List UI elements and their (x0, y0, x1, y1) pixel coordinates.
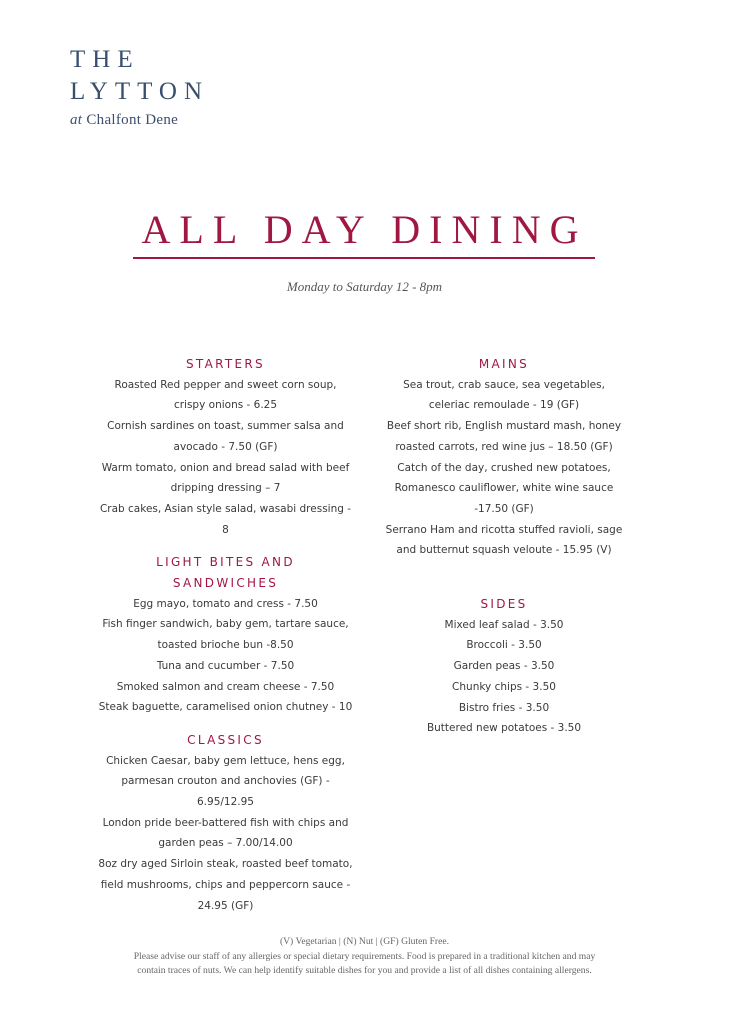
menu-item: Serrano Ham and ricotta stuffed ravioli, sage and butternut squash veloute - 15.95 (V) (385, 523, 623, 557)
page-title: ALL DAY DINING (141, 207, 588, 252)
menu-item: Warm tomato, onion and bread salad with beef dripping dressing – 7 (101, 461, 350, 495)
logo-place: Chalfont Dene (86, 112, 179, 128)
menu-item: Catch of the day, crushed new potatoes, Romanesco cauliflower, white wine sauce -17.50 (GF) (394, 461, 614, 515)
menu-item: Buttered new potatoes - 3.50 (426, 722, 582, 735)
menu-item: Fish finger sandwich, baby gem, tartare sauce, toasted brioche bun -8.50 (102, 618, 349, 652)
light-bites-heading-2: SANDWICHES (172, 576, 279, 591)
menu-item: Mixed leaf salad - 3.50 (444, 618, 564, 631)
logo-at: at (70, 112, 83, 128)
logo-line-lytton: LYTTON (70, 78, 210, 105)
light-bites-heading: LIGHT BITES AND (156, 555, 295, 570)
menu-item: Steak baguette, caramelised onion chutney - 10 (98, 701, 353, 714)
menu-item: 8oz dry aged Sirloin steak, roasted beef tomato, field mushrooms, chips and peppercorn sauce - 24.95 (GF) (98, 858, 353, 912)
allergy-note-2: contain traces of nuts. We can help identify suitable dishes for you and provide a list of all dishes containing allergens. (137, 965, 592, 976)
allergy-note-1: Please advise our staff of any allergies or special dietary requirements. Food is prepared in a traditional kitchen and may (133, 950, 596, 962)
classics-heading: CLASSICS (187, 732, 264, 747)
menu-item: Bistro fries - 3.50 (458, 701, 550, 714)
menu-item: Garden peas - 3.50 (453, 660, 555, 673)
menu-item: Cornish sardines on toast, summer salsa and avocado - 7.50 (GF) (107, 420, 344, 453)
logo-line-the: THE (70, 46, 140, 73)
logo (70, 44, 209, 129)
footer-notes (0, 935, 729, 979)
menu-item: London pride beer-battered fish with chips and garden peas – 7.00/14.00 (102, 816, 349, 850)
menu-item: Broccoli - 3.50 (466, 639, 542, 652)
menu-item: Chicken Caesar, baby gem lettuce, hens egg, parmesan crouton and anchovies (GF) - 6.95/12.95 (106, 754, 345, 809)
menu-item: Beef short rib, English mustard mash, honey roasted carrots, red wine jus – 18.50 (GF) (386, 420, 622, 453)
sides-heading: SIDES (480, 597, 528, 612)
dietary-legend: (V) Vegetarian | (N) Nut | (GF) Gluten Free. (279, 936, 450, 947)
menu-item: Egg mayo, tomato and cress - 7.50 (133, 597, 318, 610)
opening-hours: Monday to Saturday 12 - 8pm (286, 279, 443, 294)
left-column (98, 354, 353, 916)
menu-item: Crab cakes, Asian style salad, wasabi dressing - 8 (99, 502, 352, 536)
menu-item: Sea trout, crab sauce, sea vegetables, celeriac remoulade - 19 (GF) (403, 378, 605, 412)
menu-item: Tuna and cucumber - 7.50 (156, 659, 295, 672)
mains-heading: MAINS (478, 357, 530, 371)
starters-heading: STARTERS (186, 357, 265, 371)
title-divider (133, 257, 595, 259)
menu-item: Roasted Red pepper and sweet corn soup, crispy onions - 6.25 (114, 378, 337, 412)
logo-subtitle (70, 112, 209, 129)
right-column (383, 354, 625, 739)
menu-item: Smoked salmon and cream cheese - 7.50 (116, 680, 335, 693)
menu-item: Chunky chips - 3.50 (452, 680, 556, 693)
